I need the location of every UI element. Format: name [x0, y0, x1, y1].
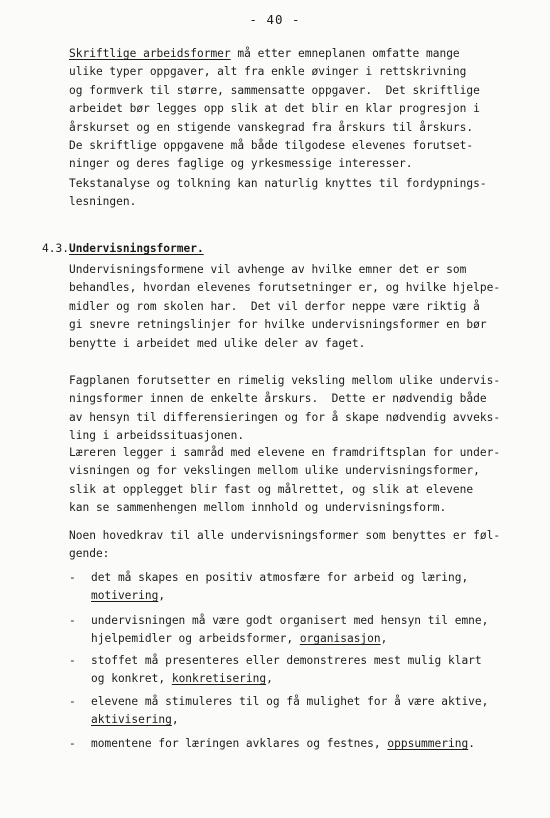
text-line: ulike typer oppgaver, alt fra enkle øvinger i rettskrivning: [69, 65, 467, 79]
text-line: Noen hovedkrav til alle undervisningsformer som benyttes er føl-: [69, 529, 501, 542]
list-item: [91, 652, 511, 689]
paragraph-written-work: [69, 45, 509, 174]
text-line: det må skapes en positiv atmosfære for arbeid og læring,: [91, 571, 469, 584]
paragraph-text-analysis: [69, 175, 509, 212]
list-dash: -: [69, 614, 76, 627]
list-dash: -: [69, 737, 76, 750]
text-segment: ,: [158, 589, 166, 603]
text-line: av hensyn til differensieringen og for å skape nødvendig avveks-: [69, 410, 501, 424]
text-line: behandles, hvordan elevenes forutsetninger er, og hvilke hjelpe-: [69, 281, 501, 295]
paragraph-main-requirements: [69, 527, 509, 564]
text-line: slik at opplegget blir fast og målrettet, og slik at elevene: [69, 482, 474, 496]
text-line: stoffet må presenteres eller demonstreres mest mulig klart: [91, 654, 482, 667]
text-line: årskurset og en stigende vanskegrad fra årskurs til årskurs.: [69, 120, 474, 134]
text-line: gi snevre retningslinjer for hvilke undervisningsformer en bør: [69, 318, 487, 332]
text-segment: må etter emneplanen omfatte mange: [230, 47, 460, 60]
list-item: [91, 735, 511, 753]
underlined-term: konkretisering: [171, 672, 267, 686]
underlined-term: Skriftlige arbeidsformer: [69, 47, 231, 60]
paragraph-progress-plan: [69, 444, 509, 518]
text-line: [91, 630, 511, 648]
text-line: Undervisningsformene vil avhenge av hvilke emner det er som: [69, 263, 467, 276]
list-dash: -: [69, 654, 76, 667]
list-dash: -: [69, 695, 76, 708]
text-line: gende:: [69, 547, 110, 561]
text-line: midler og rom skolen har. Det vil derfor neppe være riktig å: [69, 299, 480, 313]
text-line: elevene må stimuleres til og få mulighet for å være aktive,: [91, 695, 489, 708]
section-number: 4.3.: [42, 242, 69, 255]
list-item: [91, 569, 511, 606]
text-segment: ,: [171, 713, 179, 727]
page-number: - 40 -: [249, 12, 301, 27]
paragraph-curriculum-variation: [69, 372, 509, 446]
text-segment: ,: [266, 672, 273, 686]
text-line: De skriftlige oppgavene må både tilgodese elevenes forutset-: [69, 138, 474, 152]
underlined-term: motivering: [91, 589, 159, 603]
text-line: [91, 711, 511, 729]
paragraph-teaching-forms: [69, 261, 509, 353]
text-segment: ,: [380, 632, 388, 646]
list-item: [91, 612, 511, 649]
text-line: kan se sammenhengen mellom innhold og undervisningsform.: [69, 501, 447, 515]
underlined-term: organisasjon: [299, 632, 381, 646]
text-segment: hjelpemidler og arbeidsformer,: [91, 632, 300, 646]
text-line: visningen og for vekslingen mellom ulike undervisningsformer,: [69, 464, 480, 478]
text-line: [69, 45, 509, 63]
list-item: [91, 693, 511, 730]
text-line: Fagplanen forutsetter en rimelig veksling mellom ulike undervis-: [69, 374, 501, 387]
text-line: Læreren legger i samråd med elevene en framdriftsplan for under-: [69, 446, 501, 459]
text-line: [91, 735, 511, 753]
text-line: [91, 670, 511, 688]
text-segment: og konkret,: [91, 672, 172, 686]
text-segment: .: [468, 737, 475, 750]
text-line: ningsformer innen de enkelte årskurs. Dette er nødvendig både: [69, 392, 487, 406]
section-title: Undervisningsformer.: [69, 242, 204, 255]
text-line: ling i arbeidssituasjonen.: [69, 429, 245, 443]
text-line: [91, 587, 511, 605]
text-line: og formverk til større, sammensatte oppgaver. Det skriftlige: [69, 83, 480, 97]
text-line: ninger og deres faglige og yrkesmessige interesser.: [69, 157, 413, 171]
text-line: undervisningen må være godt organisert med hensyn til emne,: [91, 614, 489, 627]
underlined-term: oppsummering: [387, 737, 469, 750]
text-line: Tekstanalyse og tolkning kan naturlig knyttes til fordypnings-: [69, 177, 487, 190]
text-line: arbeidet bør legges opp slik at det blir en klar progresjon i: [69, 102, 480, 116]
text-segment: momentene for læringen avklares og festnes,: [91, 737, 388, 750]
list-dash: -: [69, 571, 76, 584]
underlined-term: aktivisering: [91, 713, 172, 727]
text-line: lesningen.: [69, 195, 137, 209]
text-line: benytte i arbeidet med ulike deler av faget.: [69, 336, 366, 350]
